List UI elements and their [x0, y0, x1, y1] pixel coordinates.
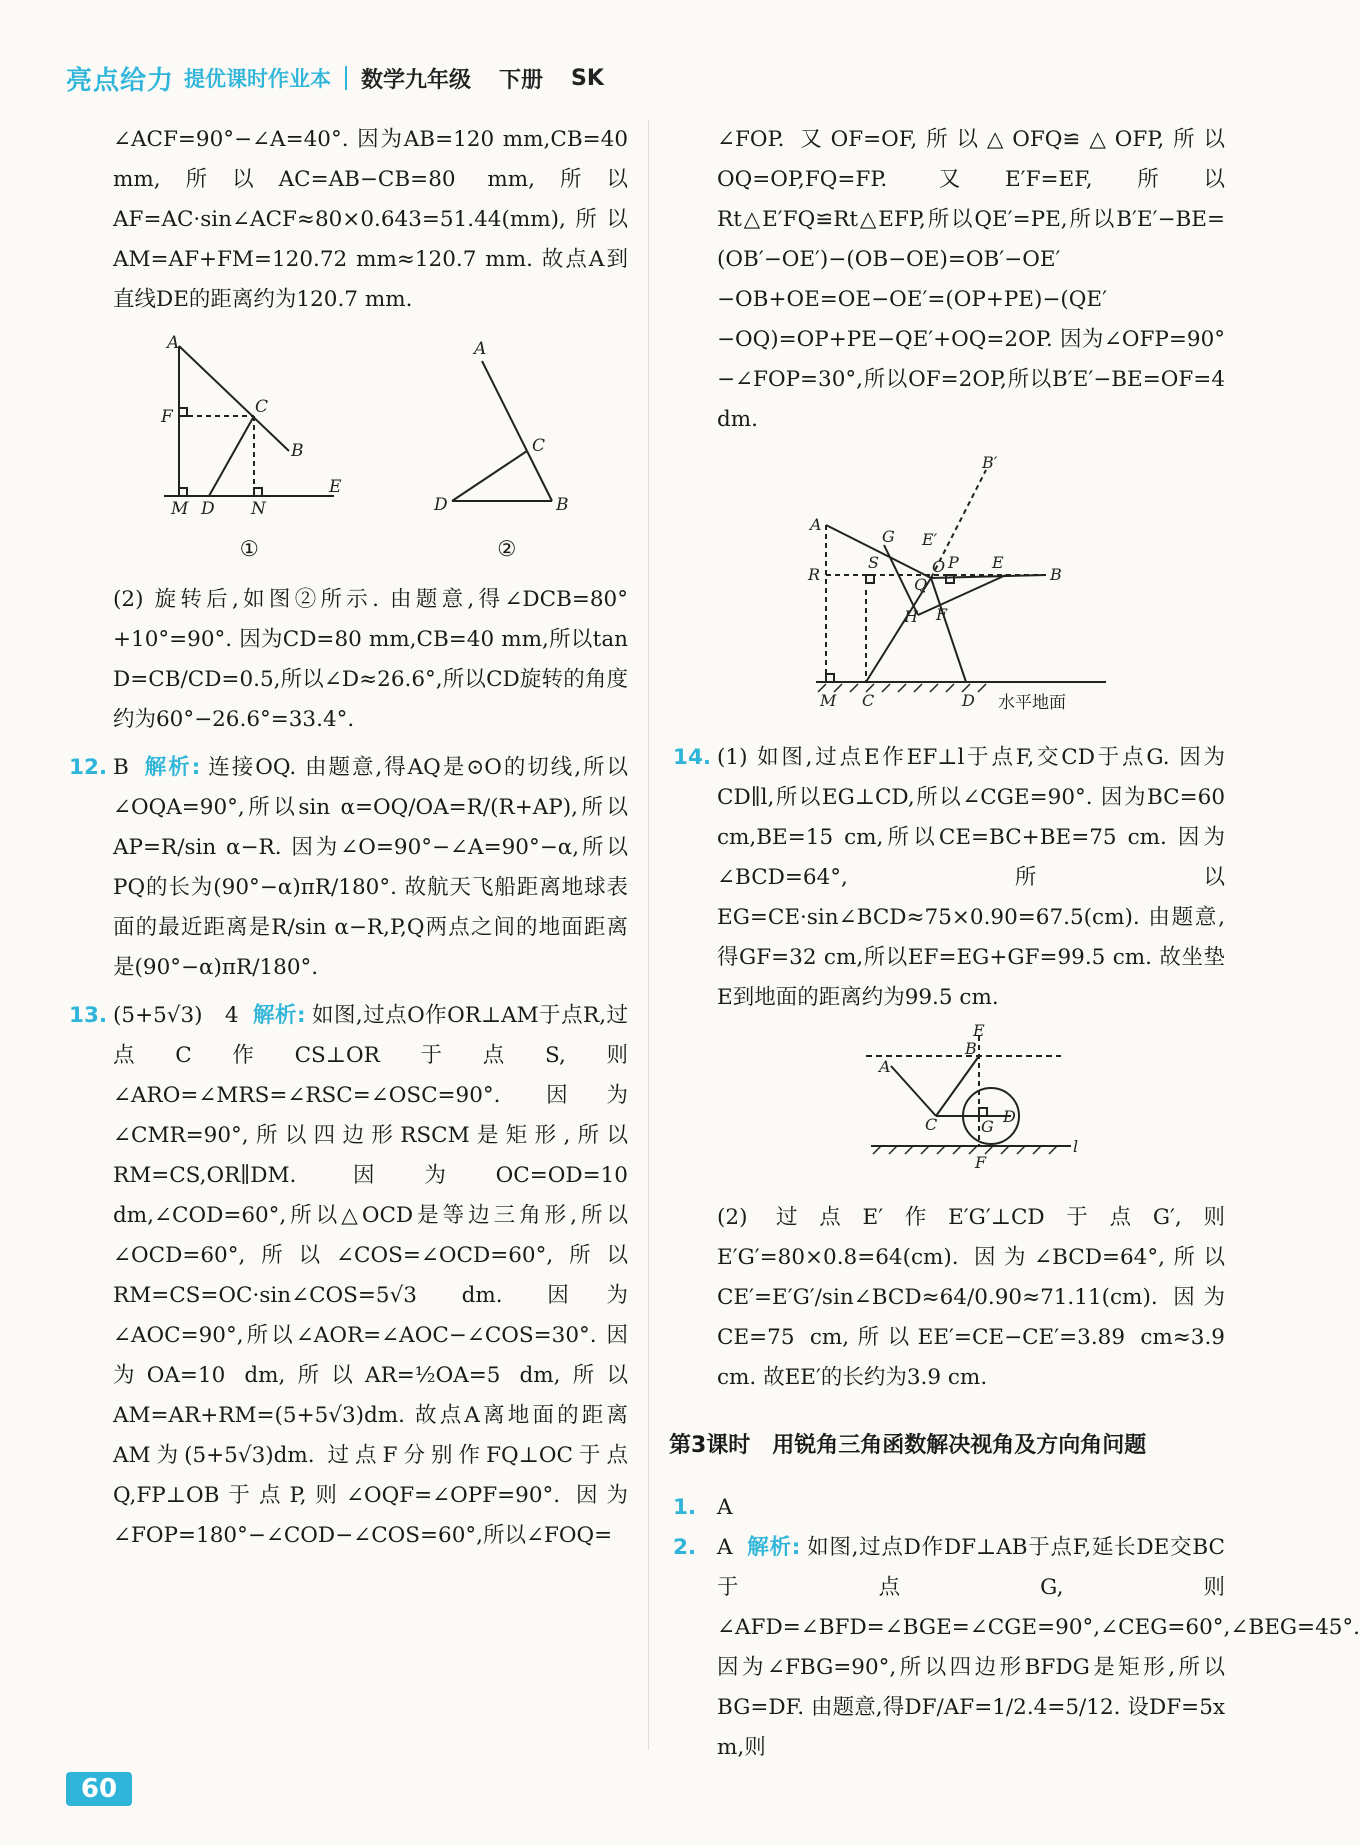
subject-label: 数学九年级: [361, 67, 472, 93]
svg-text:O: O: [932, 557, 946, 576]
svg-text:M: M: [171, 499, 189, 519]
q14: [673, 738, 1225, 1018]
svg-text:A: A: [879, 1057, 891, 1076]
figure-2: [422, 326, 592, 570]
svg-text:B: B: [965, 1039, 977, 1058]
q14-part2: (2) 过点E′作E′G′⊥CD于点G′,则E′G′=80×0.8=64(cm). 因为∠BCD=64°,所以CE′=E′G′/sin∠BCD≈64/0.90≈71.11(cm). 因为CE=75 cm,所以EE′=CE−CE′=3.89 cm≈3.9 cm. 故EE′的长约为3.9 cm.: [717, 1205, 1225, 1390]
volume-label: 下册: [499, 67, 544, 93]
column-divider: [648, 120, 649, 1750]
q11-part2: (2) 旋转后,如图②所示. 由题意,得∠DCB=80°+10°=90°. 因为CD=80 mm,CB=40 mm,所以tan D=CB/CD=0.5,所以∠D≈26.6°,所以CD旋转的角度约为60°−26.6°=33.4°.: [113, 587, 628, 732]
figure-3: [717, 450, 1225, 734]
svg-text:E: E: [992, 553, 1004, 572]
edition-label: SK: [571, 65, 604, 91]
svg-text:B: B: [555, 495, 569, 515]
a1-number: 1.: [673, 1495, 697, 1520]
svg-text:B: B: [1050, 565, 1062, 584]
svg-text:H: H: [904, 607, 918, 626]
svg-text:A: A: [167, 333, 180, 353]
ground-label: 水平地面: [998, 693, 1066, 713]
q14-number: 14.: [673, 745, 712, 770]
svg-text:E′: E′: [922, 530, 938, 549]
svg-text:C: C: [255, 397, 269, 417]
svg-text:A: A: [810, 515, 822, 534]
figure-4-diagram: [861, 1021, 1081, 1176]
q13-analysis: 如图,过点O作OR⊥AM于点R,过点C作CS⊥OR于点S,则∠ARO=∠MRS=∠RSC=∠OSC=90°. 因为∠CMR=90°,所以四边形RSCM是矩形,所以RM=CS,OR∥DM. 因为OC=OD=10 dm,∠COD=60°,所以△OCD是等边三角形,所以∠OCD=60°,所以∠COS=∠OCD=60°,所以RM=CS=OC·sin∠COS=5√3 dm. 因为∠AOC=90°,所以∠AOR=∠AOC−∠COS=30°. 因为OA=10 dm,所以AR=½OA=5 dm,所以AM=AR+RM=(5+5√3)dm. 故点A离地面的距离AM为(5+5√3)dm. 过点F分别作FQ⊥OC于点Q,FP⊥OB于点P,则∠OQF=∠OPF=90°. 因为∠FOP=180°−∠COD−∠COS=60°,所以∠FOQ=: [113, 1003, 628, 1548]
lesson-title: 第3课时 用锐角三角函数解决视角及方向角问题: [669, 1433, 1147, 1458]
svg-text:F: F: [936, 605, 948, 624]
svg-text:G: G: [981, 1117, 994, 1136]
svg-text:C: C: [862, 691, 875, 710]
q14-analysis: (1) 如图,过点E作EF⊥l于点F,交CD于点G. 因为CD∥l,所以EG⊥CD,所以∠CGE=90°. 因为BC=60 cm,BE=15 cm,所以CE=BC+BE=75 cm. 因为∠BCD=64°,所以EG=CE·sin∠BCD≈75×0.90=67.5(cm). 由题意,得GF=32 cm,所以EF=EG+GF=99.5 cm. 故坐垫E到地面的距离约为99.5 cm.: [717, 745, 1225, 1010]
q12-analysis: 连接OQ. 由题意,得AQ是⊙O的切线,所以∠OQA=90°,所以sin α=OQ/OA=R/(R+AP),所以AP=R/sin α−R. 因为∠O=90°−∠A=90°−α,所以PQ的长为(90°−α)πR/180°. 故航天飞船距离地球表面的最近距离是R/sin α−R,P,Q两点之间的地面距离是(90°−α)πR/180°.: [113, 755, 628, 980]
q13: [69, 996, 628, 1556]
page-number: 60: [66, 1772, 132, 1806]
figure-2-diagram: [422, 326, 592, 516]
page-header: [66, 58, 632, 98]
q12-number: 12.: [69, 755, 108, 780]
a2-analysis: 如图,过点D作DF⊥AB于点F,延长DE交BC于点G,则∠AFD=∠BFD=∠BGE=∠CGE=90°,∠CEG=60°,∠BEG=45°. 因为∠FBG=90°,所以四边形BFDG是矩形,所以BG=DF. 由题意,得DF/AF=1/2.4=5/12. 设DF=5x m,则: [717, 1535, 1360, 1760]
a1-answer: A: [717, 1495, 733, 1520]
svg-text:A: A: [473, 339, 487, 359]
svg-text:E: E: [973, 1021, 985, 1040]
svg-text:Q: Q: [914, 575, 928, 594]
svg-text:D: D: [1003, 1107, 1016, 1126]
svg-text:N: N: [251, 499, 267, 519]
q11-continued: ∠ACF=90°−∠A=40°. 因为AB=120 mm,CB=40 mm,所以AC=AB−CB=80 mm,所以AF=AC·sin∠ACF≈80×0.643=51.44(mm),所以AM=AF+FM=120.72 mm≈120.7 mm. 故点A到直线DE的距离约为120.7 mm.: [113, 127, 628, 312]
figure-2-caption: ②: [497, 537, 517, 562]
svg-text:B′: B′: [982, 453, 998, 472]
header-divider: [345, 66, 347, 90]
figure-3-diagram: [806, 450, 1136, 720]
svg-text:C: C: [531, 436, 545, 456]
svg-text:G: G: [882, 527, 895, 546]
svg-text:D: D: [962, 691, 975, 710]
svg-text:E: E: [329, 477, 342, 497]
q13-number: 13.: [69, 1003, 108, 1028]
svg-text:S: S: [868, 553, 879, 572]
right-column: [669, 120, 1360, 1768]
figure-1-caption: ①: [239, 537, 259, 562]
svg-text:R: R: [808, 565, 821, 584]
svg-text:D: D: [201, 499, 215, 519]
figure-1-diagram: [149, 326, 349, 519]
figure-1: [149, 326, 349, 570]
brand-logo: 亮点给力: [66, 65, 175, 96]
q13-answer: (5+5√3) 4: [113, 1003, 239, 1028]
svg-text:F: F: [975, 1153, 987, 1172]
a1: [673, 1488, 1225, 1528]
svg-text:M: M: [820, 691, 837, 710]
svg-text:F: F: [161, 407, 174, 427]
q11-figures: [113, 320, 628, 570]
a2: [673, 1528, 1360, 1768]
svg-text:C: C: [925, 1115, 938, 1134]
a2-answer: A: [717, 1535, 733, 1560]
svg-text:P: P: [948, 553, 959, 572]
q12-analysis-tag: 解析:: [142, 755, 201, 780]
figure-4: [717, 1021, 1225, 1190]
svg-text:D: D: [433, 495, 448, 515]
q12: [69, 748, 628, 988]
svg-text:l: l: [1073, 1137, 1079, 1156]
svg-text:B: B: [291, 441, 304, 461]
q13-continued: ∠FOP. 又OF=OF,所以△OFQ≌△OFP,所以OQ=OP,FQ=FP. 又E′F=EF,所以Rt△E′FQ≌Rt△EFP,所以QE′=PE,所以B′E′−BE=(OB′−OE′)−(OB−OE)=OB′−OE′−OB+OE=OE−OE′=(OP+PE)−(QE′−OQ)=OP+PE−QE′+OQ=2OP. 因为∠OFP=90°−∠FOP=30°,所以OF=2OP,所以B′E′−BE=OF=4 dm.: [717, 127, 1225, 432]
a2-analysis-tag: 解析:: [746, 1535, 801, 1560]
left-column: [69, 120, 628, 1556]
book-subtitle: 提优课时作业本: [184, 67, 332, 91]
q12-answer: B: [113, 755, 129, 780]
a2-number: 2.: [673, 1535, 697, 1560]
q13-analysis-tag: 解析:: [252, 1003, 306, 1028]
